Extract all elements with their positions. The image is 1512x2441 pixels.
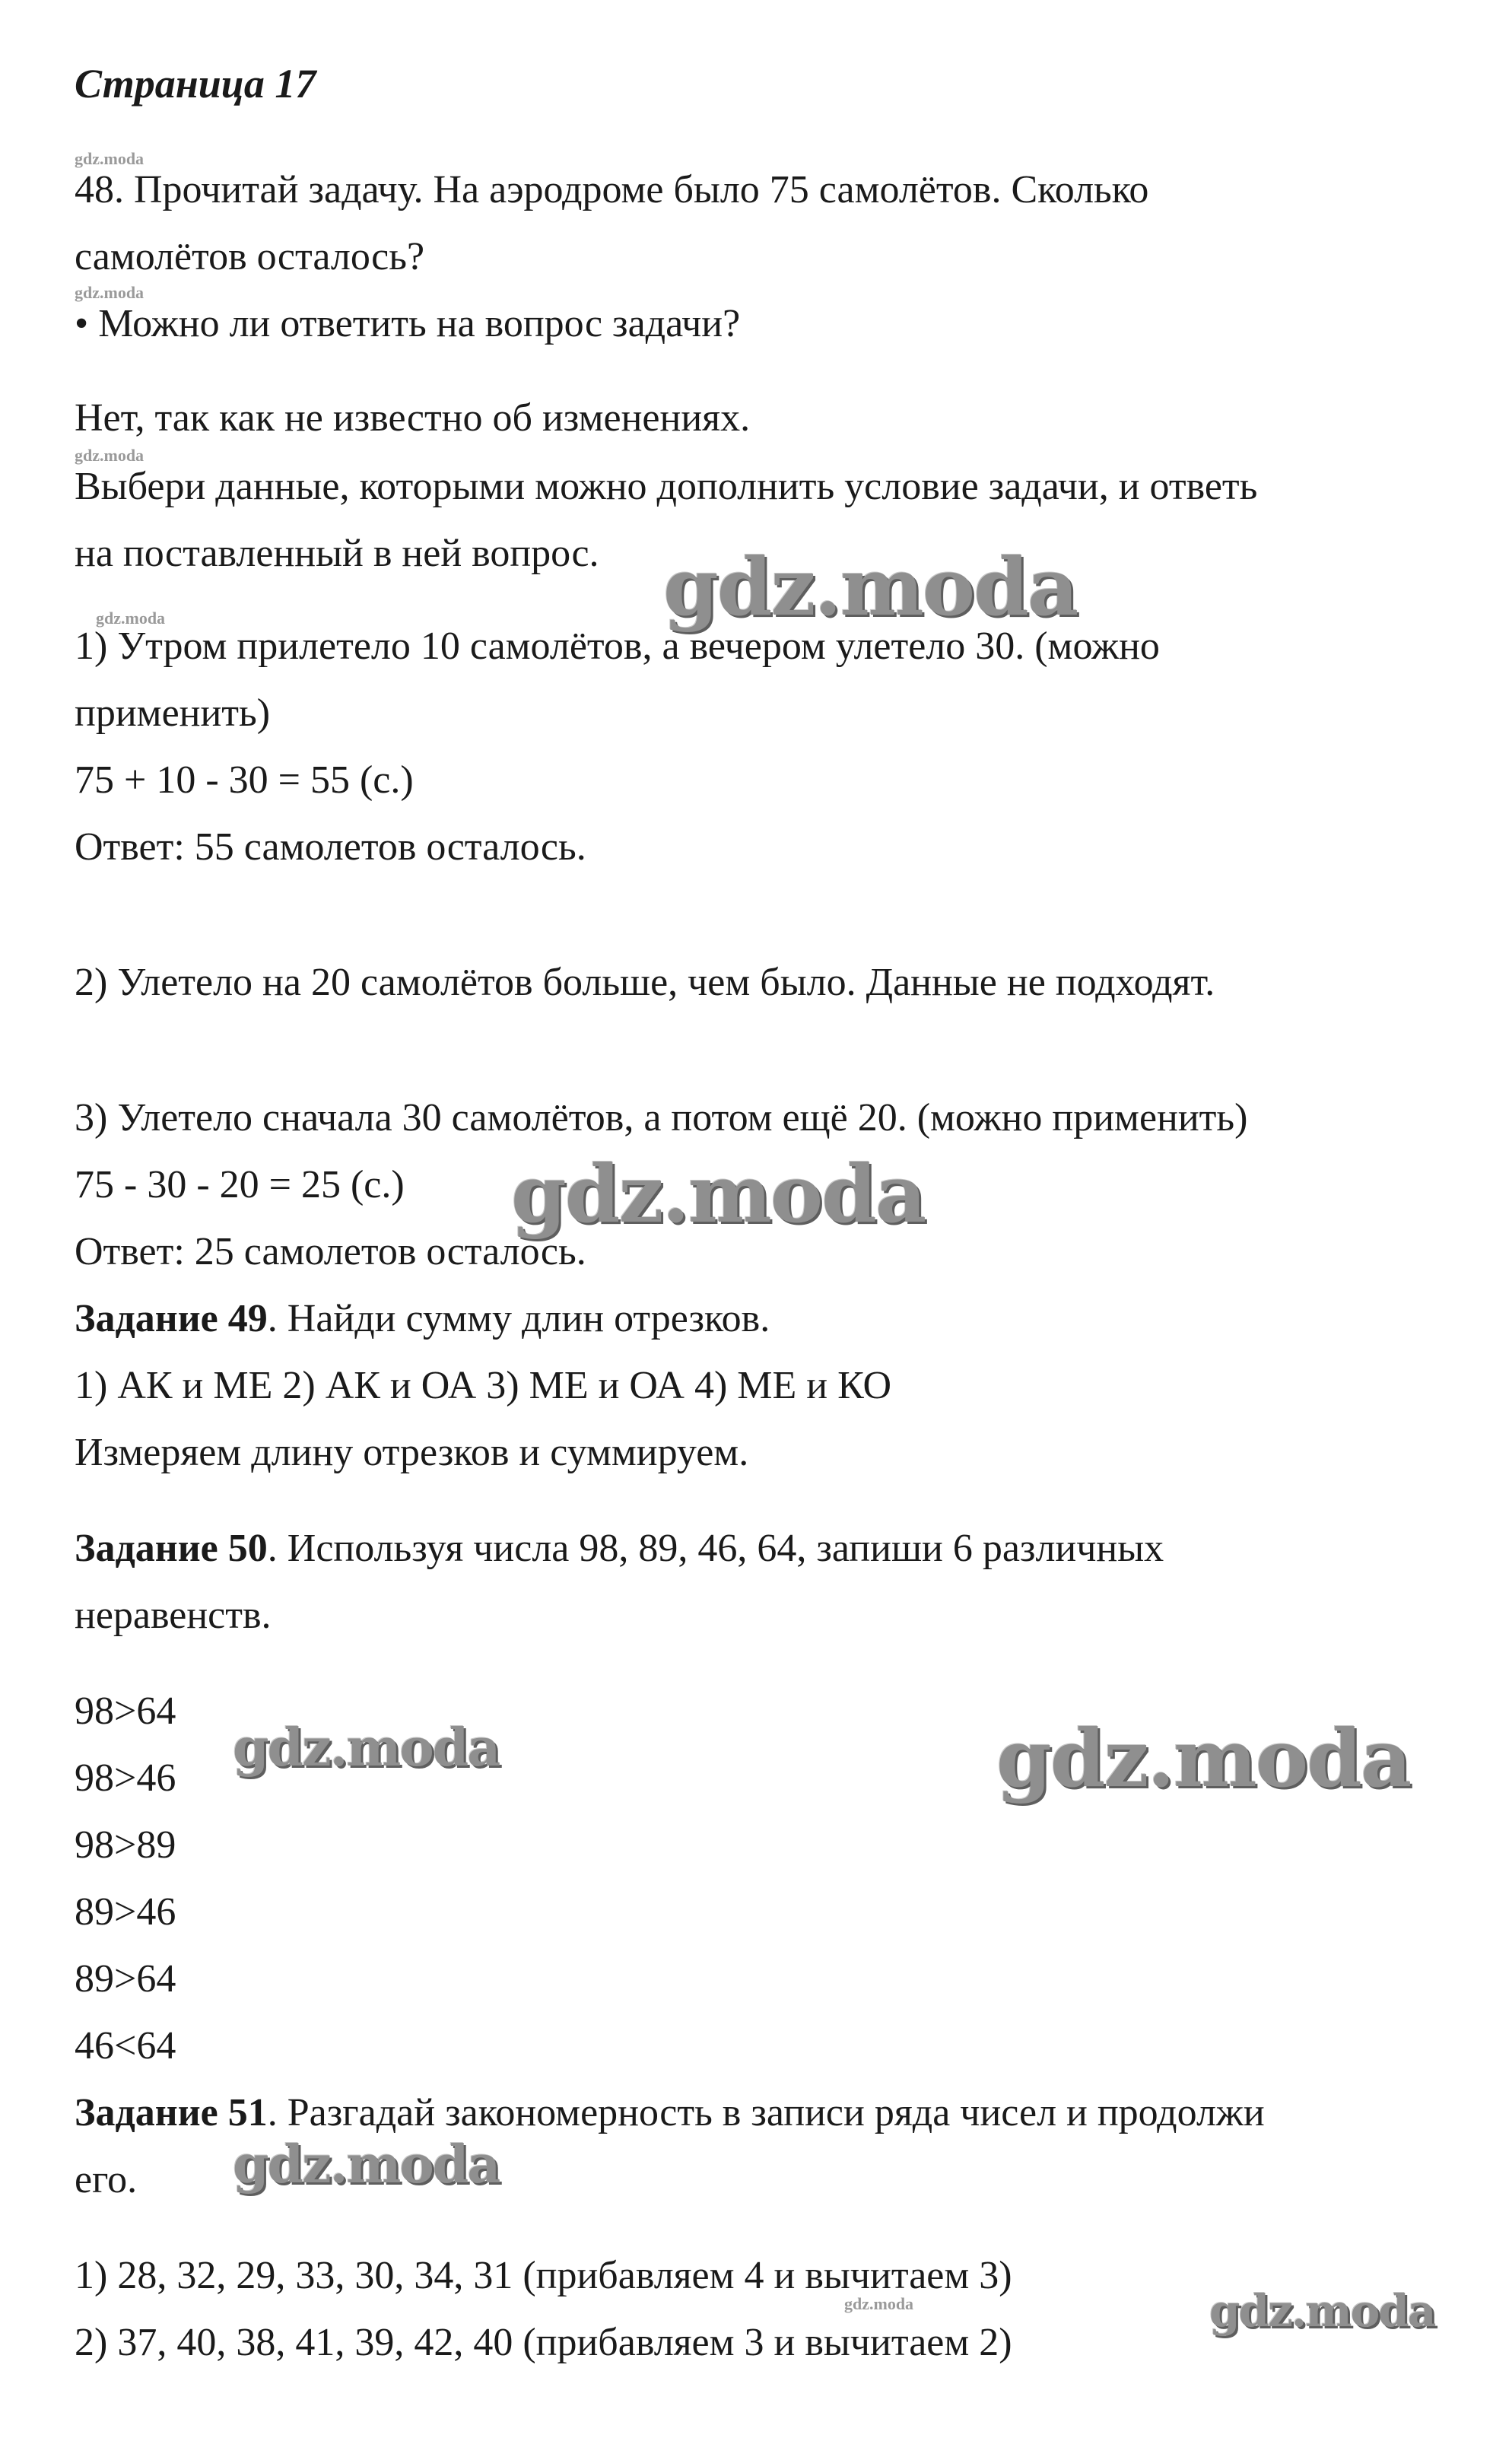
watermark-large: gdz.moda <box>233 1718 500 1778</box>
task51-row1: 1) 28, 32, 29, 33, 30, 34, 31 (прибавляем 4 и вычитаем 3) <box>75 2254 1012 2297</box>
task49-title <box>75 1296 770 1342</box>
watermark-small: gdz.moda <box>75 149 145 168</box>
page-title: Страница 17 <box>75 61 316 106</box>
watermark-small: gdz.moda <box>96 609 166 628</box>
task51-text: . Разгадай закономерность в записи ряда чисел и продолжи <box>267 2091 1265 2134</box>
watermark-large: gdz.moda <box>511 1147 926 1241</box>
task49-text: . Найди сумму длин отрезков. <box>267 1297 770 1340</box>
task48-option1-answer: Ответ: 55 самолетов осталось. <box>75 825 586 869</box>
task48-instruction-line1: Выбери данные, которыми можно дополнить условие задачи, и ответь <box>75 465 1258 508</box>
inequality: 98>46 <box>75 1756 176 1800</box>
task50-text-line2: неравенств. <box>75 1594 272 1637</box>
inequality: 98>89 <box>75 1823 176 1867</box>
task51-text-line2: его. <box>75 2158 138 2201</box>
inequality: 98>64 <box>75 1689 176 1733</box>
task51-title <box>75 2090 1265 2136</box>
task48-instruction-line2: на поставленный в ней вопрос. <box>75 532 599 575</box>
watermark-small: gdz.moda <box>844 2294 914 2313</box>
task51-label: Задание 51 <box>75 2091 268 2134</box>
task49-answer: Измеряем длину отрезков и суммируем. <box>75 1431 749 1474</box>
watermark-small: gdz.moda <box>75 283 145 302</box>
inequality: 89>46 <box>75 1890 176 1934</box>
task48-option3-calc: 75 - 30 - 20 = 25 (с.) <box>75 1163 405 1206</box>
task51-row2: 2) 37, 40, 38, 41, 39, 42, 40 (прибавляем 3 и вычитаем 2) <box>75 2321 1012 2364</box>
task48-answer: Нет, так как не известно об изменениях. <box>75 396 751 440</box>
task49-items: 1) АК и МЕ 2) АК и ОА 3) МЕ и ОА 4) МЕ и КО <box>75 1364 892 1407</box>
task50-title <box>75 1526 1164 1572</box>
task50-label: Задание 50 <box>75 1527 268 1570</box>
task48-option1-line2: применить) <box>75 691 271 735</box>
task48-option1-calc: 75 + 10 - 30 = 55 (с.) <box>75 758 414 802</box>
watermark-large: gdz.moda <box>233 2134 500 2195</box>
watermark-large: gdz.moda <box>663 540 1078 634</box>
task48-line1: 48. Прочитай задачу. На аэродроме было 75 самолётов. Сколько <box>75 168 1149 211</box>
task48-option3-line1: 3) Улетело сначала 30 самолётов, а потом ещё 20. (можно применить) <box>75 1096 1248 1139</box>
task48-option3-answer: Ответ: 25 самолетов осталось. <box>75 1230 586 1273</box>
task48-line2: самолётов осталось? <box>75 235 425 278</box>
inequality: 46<64 <box>75 2024 176 2068</box>
task49-label: Задание 49 <box>75 1297 268 1340</box>
inequality: 89>64 <box>75 1957 176 2001</box>
task50-text: . Используя числа 98, 89, 46, 64, запиши 6 различных <box>267 1527 1164 1570</box>
task48-question: • Можно ли ответить на вопрос задачи? <box>75 302 741 345</box>
watermark-large: gdz.moda <box>996 1712 1411 1805</box>
task48-option2: 2) Улетело на 20 самолётов больше, чем было. Данные не подходят. <box>75 961 1215 1004</box>
task48-option1-line1: 1) Утром прилетело 10 самолётов, а вечером улетело 30. (можно <box>75 625 1160 668</box>
watermark-large: gdz.moda <box>1209 2285 1435 2337</box>
watermark-small: gdz.moda <box>75 446 145 465</box>
